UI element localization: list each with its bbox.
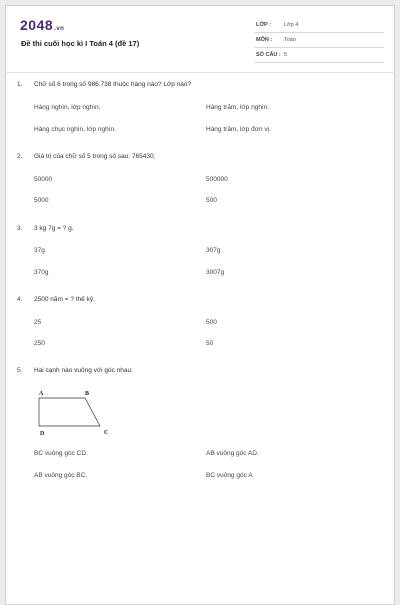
- vertex-label-b: B: [85, 391, 90, 397]
- option-a[interactable]: 25: [34, 319, 42, 326]
- meta-key: MÔN :: [256, 37, 273, 43]
- logo-text: 2048: [20, 17, 54, 33]
- logo-suffix: .vn: [54, 26, 65, 32]
- question-text: 2500 năm = ? thế kỷ.: [34, 296, 95, 303]
- meta-row-question-count: [254, 48, 384, 63]
- option-c[interactable]: AB vuông góc BC.: [34, 472, 88, 479]
- option-b[interactable]: Hàng trăm, lớp nghìn.: [206, 104, 270, 111]
- option-d[interactable]: 500: [206, 197, 217, 204]
- exam-title: Đề thi cuối học kì I Toán 4 (đề 17): [21, 39, 140, 48]
- question-text: Chữ số 6 trong số 986.738 thuộc hàng nào? Lớp nào?: [34, 81, 192, 88]
- site-logo[interactable]: [20, 17, 64, 33]
- question-number: 5.: [17, 367, 23, 374]
- vertex-label-c: C: [104, 430, 109, 436]
- question-text: Hai cạnh nào vuông với góc nhau:: [34, 367, 133, 374]
- header: [6, 6, 394, 70]
- option-a[interactable]: Hàng nghìn, lớp nghìn.: [34, 104, 101, 111]
- option-b[interactable]: AB vuông góc AD.: [206, 450, 259, 457]
- question-text: Giá trị của chữ số 5 trong số sau: 765430.: [34, 153, 156, 160]
- option-a[interactable]: 37g: [34, 247, 45, 254]
- option-b[interactable]: 500000: [206, 176, 228, 183]
- option-b[interactable]: 500: [206, 319, 217, 326]
- option-a[interactable]: BC vuông góc CD.: [34, 450, 88, 457]
- meta-value: Lớp 4: [284, 22, 299, 28]
- option-c[interactable]: 370g: [34, 269, 49, 276]
- option-c[interactable]: 5000: [34, 197, 49, 204]
- header-divider: [6, 72, 394, 73]
- question-number: 2.: [17, 153, 23, 160]
- option-d[interactable]: BC vuông góc A: [206, 472, 253, 479]
- meta-key: LỚP :: [256, 22, 271, 28]
- trapezoid-figure: [30, 386, 120, 442]
- question-text: 3 kg 7g = ? g.: [34, 225, 74, 232]
- meta-value: Toán: [284, 37, 296, 43]
- option-c[interactable]: Hàng chục nghìn, lớp nghìn.: [34, 126, 116, 133]
- question-number: 1.: [17, 81, 23, 88]
- vertex-label-a: A: [39, 391, 44, 397]
- exam-sheet: [5, 5, 395, 605]
- option-d[interactable]: 3007g: [206, 269, 225, 276]
- meta-key: SỐ CÂU :: [256, 52, 281, 58]
- option-b[interactable]: 307g: [206, 247, 221, 254]
- meta-value: 5: [284, 52, 288, 58]
- question-number: 3.: [17, 225, 23, 232]
- option-c[interactable]: 250: [34, 340, 45, 347]
- trapezoid-shape: [39, 398, 100, 426]
- meta-row-class: [254, 18, 384, 33]
- option-d[interactable]: 50: [206, 340, 214, 347]
- meta-row-subject: [254, 33, 384, 48]
- option-d[interactable]: Hàng trăm, lớp đơn vị.: [206, 126, 271, 133]
- option-a[interactable]: 50000: [34, 176, 53, 183]
- vertex-label-d: D: [40, 431, 45, 437]
- question-number: 4.: [17, 296, 23, 303]
